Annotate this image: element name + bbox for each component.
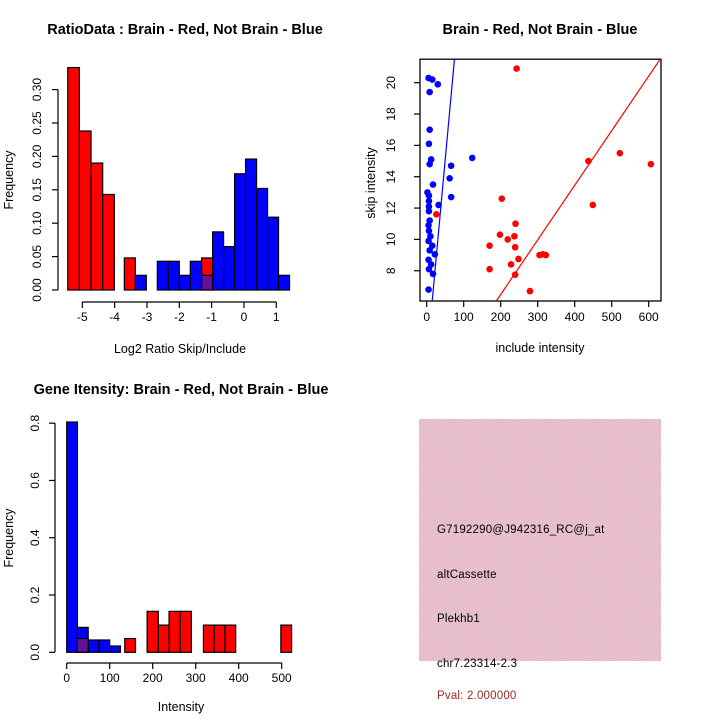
data-point-red (486, 266, 493, 273)
data-point-red (590, 202, 597, 209)
x-axis-label: Log2 Ratio Skip/Include (113, 342, 247, 356)
data-point-blue (448, 194, 455, 201)
splice-event-type-text: altCassette (437, 569, 497, 581)
histogram-bar-overlap (202, 275, 213, 290)
histogram-bar-blue (268, 217, 279, 290)
data-point-blue (426, 126, 433, 133)
gene-info-panel (360, 360, 720, 720)
y-axis-label: Frequency (2, 508, 16, 568)
data-point-red (504, 236, 511, 243)
y-tick-label: 0.10 (30, 211, 44, 235)
data-point-blue (435, 81, 442, 88)
x-tick-label: 500 (271, 671, 292, 685)
y-axis-label: Frequency (2, 150, 16, 210)
data-point-red (585, 158, 592, 165)
data-point-blue (426, 89, 433, 96)
x-tick-label: 300 (185, 671, 206, 685)
y-tick-label: 20 (384, 76, 398, 90)
data-point-blue (426, 141, 433, 148)
x-tick-label: -2 (173, 310, 185, 324)
data-point-red (511, 233, 518, 240)
x-tick-label: -4 (109, 310, 120, 324)
data-point-red (515, 256, 522, 263)
histogram-bar-red (169, 611, 180, 652)
histogram-bar-blue (67, 422, 78, 652)
data-point-blue (430, 181, 437, 188)
gene-name-text: Plekhb1 (437, 613, 480, 625)
histogram-bar-red (180, 611, 191, 652)
histogram-bar-blue (224, 247, 235, 290)
data-point-blue (469, 155, 476, 162)
data-point-blue (430, 271, 437, 278)
histogram-bar-blue (88, 640, 99, 652)
histogram-bar-blue (135, 275, 146, 290)
data-point-red (648, 161, 655, 168)
data-point-red (497, 231, 504, 238)
y-tick-label: 0.6 (28, 472, 42, 489)
data-point-blue (425, 286, 432, 293)
histogram-bar-blue (99, 640, 110, 652)
x-tick-label: 200 (142, 671, 163, 685)
histogram-bar-blue (110, 646, 121, 652)
x-axis (67, 663, 282, 669)
histogram-bar-blue (279, 275, 290, 290)
data-point-red (512, 220, 519, 227)
data-point-blue (432, 251, 439, 258)
plot-box (420, 59, 661, 301)
chart-title: RatioData : Brain - Red, Not Brain - Blue (47, 22, 323, 38)
scatter-series-red (433, 65, 654, 294)
data-point-blue (446, 175, 453, 182)
y-tick-label: 0.8 (28, 414, 42, 432)
y-axis (49, 423, 55, 652)
histogram-bar-blue (190, 261, 201, 290)
x-tick-label: 0 (423, 310, 431, 324)
y-tick-label: 16 (384, 138, 398, 153)
histogram-bar-red (147, 611, 158, 652)
x-tick-label: 0 (63, 671, 71, 685)
x-tick-label: 400 (228, 671, 249, 685)
y-tick-label: 0.25 (30, 111, 44, 135)
histogram-bar-red (203, 625, 214, 652)
y-axis (52, 90, 58, 290)
histogram-bars (67, 422, 292, 652)
ratio-histogram-panel (0, 0, 360, 360)
x-tick-label: 0 (240, 310, 248, 324)
y-tick-label: 0.0 (28, 643, 42, 661)
x-tick-label: 100 (453, 310, 474, 324)
y-tick-label: 0.30 (30, 77, 44, 102)
data-point-blue (429, 76, 436, 83)
data-point-red (543, 252, 550, 259)
pval-text: Pval: 2.000000 (437, 690, 517, 702)
y-tick-label: 10 (384, 232, 398, 247)
data-point-blue (448, 162, 455, 169)
x-axis-label: include intensity (495, 341, 585, 355)
chart-title: Brain - Red, Not Brain - Blue (442, 22, 638, 38)
histogram-bar-blue (246, 159, 257, 290)
y-tick-label: 0.00 (30, 278, 44, 302)
histogram-bars (68, 68, 290, 290)
data-point-red (617, 150, 624, 157)
x-tick-label: -3 (141, 310, 153, 324)
x-tick-label: 200 (490, 310, 511, 324)
histogram-bar-overlap (77, 639, 88, 653)
histogram-bar-blue (235, 174, 246, 290)
y-tick-label: 0.2 (28, 586, 42, 604)
y-tick-label: 18 (384, 107, 398, 121)
y-tick-label: 12 (384, 201, 398, 215)
histogram-bar-blue (179, 275, 190, 290)
x-tick-label: 500 (601, 310, 622, 324)
histogram-bar-red (124, 258, 135, 290)
red-fit-line (497, 59, 661, 300)
chart-title: Gene Itensity: Brain - Red, Not Brain - Blue (33, 382, 329, 398)
histogram-bar-red (125, 639, 136, 653)
data-point-blue (426, 161, 433, 168)
data-point-red (527, 288, 534, 295)
x-tick-label: -5 (76, 310, 88, 324)
x-axis (82, 302, 276, 308)
gene-info-box (419, 419, 661, 702)
histogram-bar-blue (168, 261, 179, 290)
y-tick-label: 14 (384, 170, 398, 184)
data-point-blue (435, 202, 442, 209)
data-point-red (513, 65, 520, 72)
histogram-bar-blue (257, 188, 268, 290)
x-tick-label: 600 (638, 310, 659, 324)
histogram-bar-red (158, 625, 169, 652)
y-axis-label: skip intensity (364, 147, 378, 219)
y-tick-label: 0.20 (30, 144, 44, 169)
x-tick-label: 100 (99, 671, 120, 685)
data-point-red (499, 195, 506, 202)
y-tick-label: 0.4 (28, 529, 42, 547)
data-point-red (512, 244, 519, 251)
y-tick-label: 0.05 (30, 244, 44, 269)
x-tick-label: 400 (564, 310, 585, 324)
histogram-bar-red (79, 131, 91, 290)
gene-intensity-histogram-panel (0, 360, 360, 720)
y-tick-label: 0.15 (30, 178, 44, 202)
histogram-bar-red (103, 194, 115, 290)
x-tick-label: 300 (527, 310, 548, 324)
histogram-bar-red (91, 163, 103, 290)
histogram-bar-red (68, 68, 80, 290)
y-tick-label: 8 (384, 267, 398, 275)
probe-id-text: G7192290@J942316_RC@j_at (437, 524, 605, 536)
histogram-bar-blue (157, 261, 168, 290)
data-point-red (508, 261, 515, 268)
data-point-red (433, 211, 440, 218)
data-point-red (512, 271, 519, 278)
intensity-scatter-panel (360, 0, 720, 360)
histogram-bar-red (281, 625, 292, 652)
x-axis-label: Intensity (157, 700, 205, 714)
histogram-bar-red (214, 625, 225, 652)
chromosome-location-text: chr7.23314-2.3 (437, 658, 518, 670)
histogram-bar-red (225, 625, 236, 652)
data-point-blue (426, 208, 433, 215)
histogram-bar-blue (213, 232, 224, 290)
x-tick-label: -1 (206, 310, 217, 324)
data-point-red (486, 242, 493, 249)
x-tick-label: 1 (272, 310, 280, 324)
